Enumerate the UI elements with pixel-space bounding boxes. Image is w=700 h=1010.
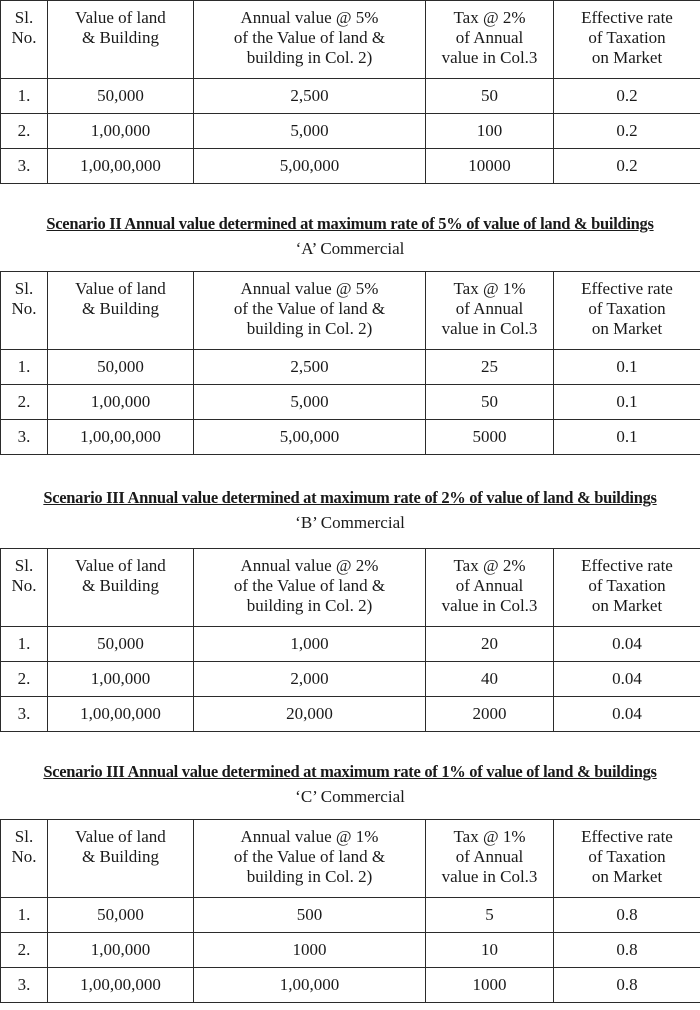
cell-tax: 5 bbox=[426, 898, 554, 933]
cell-rate: 0.2 bbox=[554, 79, 700, 114]
cell-value: 50,000 bbox=[48, 79, 194, 114]
cell-tax: 2000 bbox=[426, 697, 554, 732]
table-row bbox=[1, 79, 700, 114]
table-header-row bbox=[1, 272, 700, 350]
cell-sl: 2. bbox=[1, 662, 48, 697]
tax-table-scenario-2 bbox=[0, 271, 700, 455]
cell-value: 1,00,00,000 bbox=[48, 149, 194, 184]
cell-annual: 1,000 bbox=[194, 627, 426, 662]
cell-rate: 0.04 bbox=[554, 662, 700, 697]
scenario-3c-heading: Scenario III Annual value determined at maximum rate of 1% of value of land & buildings bbox=[43, 762, 657, 781]
cell-sl: 1. bbox=[1, 627, 48, 662]
cell-tax: 20 bbox=[426, 627, 554, 662]
cell-sl: 2. bbox=[1, 385, 48, 420]
table-row bbox=[1, 627, 700, 662]
col-header-effective-rate: Effective rate of Taxation on Market bbox=[554, 1, 700, 79]
col-header-annual-value: Annual value @ 5% of the Value of land & building in Col. 2) bbox=[194, 272, 426, 350]
cell-sl: 3. bbox=[1, 968, 48, 1003]
cell-value: 1,00,000 bbox=[48, 114, 194, 149]
cell-sl: 3. bbox=[1, 697, 48, 732]
col-header-effective-rate: Effective rate of Taxation on Market bbox=[554, 820, 700, 898]
table-row bbox=[1, 933, 700, 968]
col-header-sl-no: Sl. No. bbox=[1, 272, 48, 350]
cell-value: 1,00,00,000 bbox=[48, 420, 194, 455]
col-header-tax: Tax @ 2% of Annual value in Col.3 bbox=[426, 1, 554, 79]
cell-tax: 5000 bbox=[426, 420, 554, 455]
col-header-value-land-building: Value of land & Building bbox=[48, 549, 194, 627]
col-header-annual-value: Annual value @ 2% of the Value of land & building in Col. 2) bbox=[194, 549, 426, 627]
cell-value: 50,000 bbox=[48, 898, 194, 933]
cell-value: 1,00,00,000 bbox=[48, 697, 194, 732]
cell-value: 50,000 bbox=[48, 350, 194, 385]
cell-rate: 0.8 bbox=[554, 933, 700, 968]
table-row bbox=[1, 662, 700, 697]
cell-value: 50,000 bbox=[48, 627, 194, 662]
cell-rate: 0.04 bbox=[554, 627, 700, 662]
cell-annual: 5,00,000 bbox=[194, 149, 426, 184]
cell-annual: 5,00,000 bbox=[194, 420, 426, 455]
tax-table-scenario-3b bbox=[0, 548, 700, 732]
cell-rate: 0.8 bbox=[554, 898, 700, 933]
cell-tax: 25 bbox=[426, 350, 554, 385]
table-row bbox=[1, 149, 700, 184]
col-header-effective-rate: Effective rate of Taxation on Market bbox=[554, 549, 700, 627]
cell-annual: 1000 bbox=[194, 933, 426, 968]
cell-tax: 50 bbox=[426, 385, 554, 420]
cell-value: 1,00,000 bbox=[48, 933, 194, 968]
col-header-value-land-building: Value of land & Building bbox=[48, 1, 194, 79]
cell-sl: 1. bbox=[1, 898, 48, 933]
cell-rate: 0.1 bbox=[554, 385, 700, 420]
cell-rate: 0.04 bbox=[554, 697, 700, 732]
tax-table-scenario-3c bbox=[0, 819, 700, 1003]
col-header-sl-no: Sl. No. bbox=[1, 1, 48, 79]
cell-sl: 1. bbox=[1, 350, 48, 385]
scenario-3b-heading: Scenario III Annual value determined at maximum rate of 2% of value of land & buildings bbox=[43, 488, 657, 507]
cell-sl: 2. bbox=[1, 114, 48, 149]
col-header-tax: Tax @ 1% of Annual value in Col.3 bbox=[426, 272, 554, 350]
table-row bbox=[1, 114, 700, 149]
cell-tax: 10000 bbox=[426, 149, 554, 184]
cell-tax: 1000 bbox=[426, 968, 554, 1003]
scenario-3c-subtitle: ‘C’ Commercial bbox=[295, 787, 405, 806]
cell-rate: 0.2 bbox=[554, 114, 700, 149]
cell-rate: 0.2 bbox=[554, 149, 700, 184]
scenario-2-heading: Scenario II Annual value determined at maximum rate of 5% of value of land & buildings bbox=[46, 214, 654, 233]
table-header-row bbox=[1, 820, 700, 898]
cell-annual: 5,000 bbox=[194, 114, 426, 149]
tax-table-scenario-1 bbox=[0, 0, 700, 184]
col-header-value-land-building: Value of land & Building bbox=[48, 820, 194, 898]
col-header-value-land-building: Value of land & Building bbox=[48, 272, 194, 350]
cell-rate: 0.1 bbox=[554, 420, 700, 455]
cell-rate: 0.8 bbox=[554, 968, 700, 1003]
table-row bbox=[1, 420, 700, 455]
cell-tax: 10 bbox=[426, 933, 554, 968]
col-header-tax: Tax @ 1% of Annual value in Col.3 bbox=[426, 820, 554, 898]
cell-annual: 20,000 bbox=[194, 697, 426, 732]
cell-annual: 2,500 bbox=[194, 79, 426, 114]
scenario-2-subtitle: ‘A’ Commercial bbox=[295, 239, 405, 258]
table-row bbox=[1, 350, 700, 385]
cell-annual: 5,000 bbox=[194, 385, 426, 420]
cell-value: 1,00,000 bbox=[48, 385, 194, 420]
col-header-annual-value: Annual value @ 1% of the Value of land & building in Col. 2) bbox=[194, 820, 426, 898]
cell-annual: 2,000 bbox=[194, 662, 426, 697]
cell-sl: 1. bbox=[1, 79, 48, 114]
cell-sl: 2. bbox=[1, 933, 48, 968]
col-header-sl-no: Sl. No. bbox=[1, 820, 48, 898]
cell-tax: 100 bbox=[426, 114, 554, 149]
cell-value: 1,00,000 bbox=[48, 662, 194, 697]
table-row bbox=[1, 385, 700, 420]
table-row bbox=[1, 968, 700, 1003]
cell-annual: 500 bbox=[194, 898, 426, 933]
col-header-effective-rate: Effective rate of Taxation on Market bbox=[554, 272, 700, 350]
table-header-row bbox=[1, 1, 700, 79]
scenario-3b-subtitle: ‘B’ Commercial bbox=[295, 513, 405, 532]
col-header-tax: Tax @ 2% of Annual value in Col.3 bbox=[426, 549, 554, 627]
col-header-sl-no: Sl. No. bbox=[1, 549, 48, 627]
cell-value: 1,00,00,000 bbox=[48, 968, 194, 1003]
table-header-row bbox=[1, 549, 700, 627]
cell-sl: 3. bbox=[1, 149, 48, 184]
table-row bbox=[1, 898, 700, 933]
table-row bbox=[1, 697, 700, 732]
cell-annual: 2,500 bbox=[194, 350, 426, 385]
cell-annual: 1,00,000 bbox=[194, 968, 426, 1003]
cell-tax: 40 bbox=[426, 662, 554, 697]
col-header-annual-value: Annual value @ 5% of the Value of land & building in Col. 2) bbox=[194, 1, 426, 79]
cell-sl: 3. bbox=[1, 420, 48, 455]
cell-rate: 0.1 bbox=[554, 350, 700, 385]
cell-tax: 50 bbox=[426, 79, 554, 114]
